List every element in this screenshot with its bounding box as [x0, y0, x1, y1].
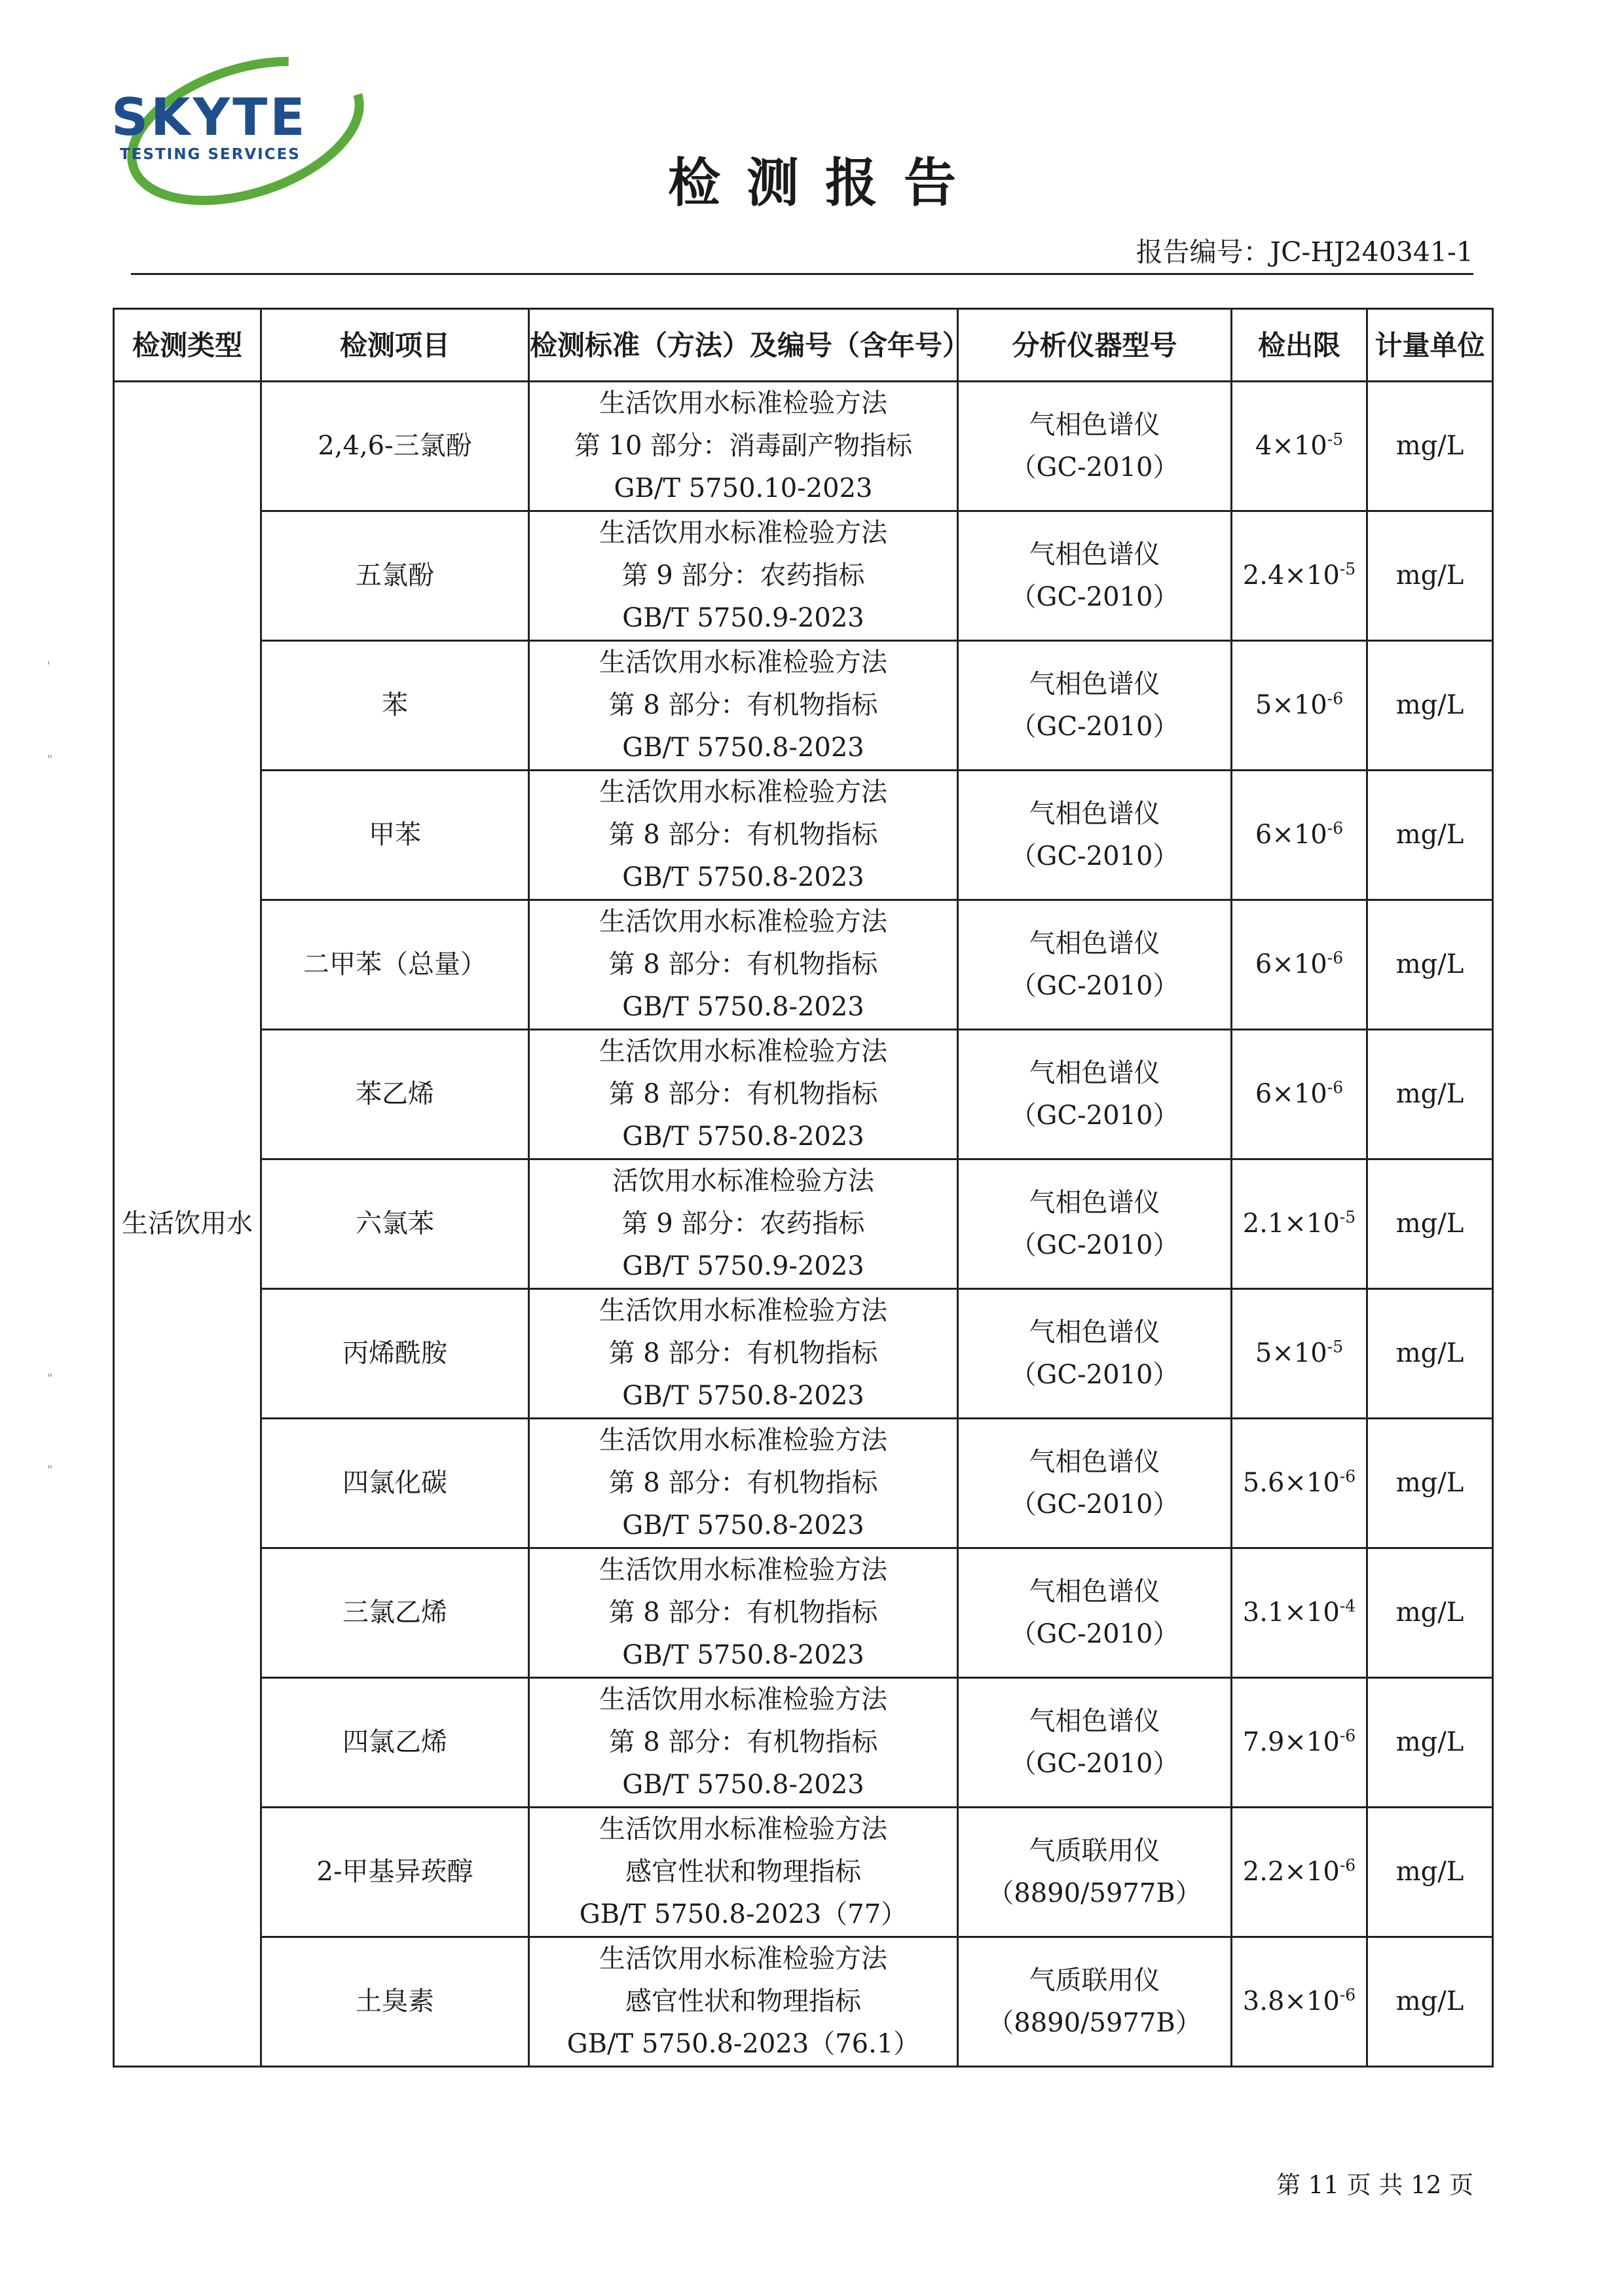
standard-title: 生活饮用水标准检验方法: [599, 777, 887, 807]
table-row: [114, 1419, 1493, 1548]
standard-title: 生活饮用水标准检验方法: [599, 1425, 887, 1455]
test-methods-table: [113, 308, 1494, 2068]
limit-exponent: -6: [1327, 818, 1344, 838]
standard-part: 第 8 部分：有机物指标: [608, 1597, 878, 1628]
detection-limit: [1232, 1289, 1367, 1419]
test-item: 2-甲基异莰醇: [261, 1808, 529, 1937]
standard-title: 生活饮用水标准检验方法: [599, 1036, 887, 1066]
logo-tagline: TESTING SERVICES: [120, 146, 301, 163]
instrument-name: 气相色谱仪: [1029, 1057, 1160, 1088]
detection-limit: [1232, 382, 1367, 511]
instrument-cell: [958, 900, 1232, 1030]
instrument-name: 气相色谱仪: [1029, 539, 1160, 570]
standard-cell: [529, 1159, 958, 1289]
table-row: [114, 641, 1493, 771]
standard-code: GB/T 5750.8-2023: [622, 1381, 864, 1411]
limit-base: 2.1×10: [1242, 1209, 1340, 1239]
standard-part: 第 8 部分：有机物指标: [608, 1468, 878, 1498]
table-row: [114, 1159, 1493, 1289]
unit-cell: mg/L: [1367, 1808, 1493, 1937]
unit-cell: mg/L: [1367, 382, 1493, 511]
scan-mark: ": [47, 753, 53, 767]
unit-cell: mg/L: [1367, 1548, 1493, 1678]
unit-cell: mg/L: [1367, 1419, 1493, 1548]
unit-cell: mg/L: [1367, 1289, 1493, 1419]
table-header-row: [114, 309, 1493, 382]
standard-code: GB/T 5750.10-2023: [614, 473, 873, 503]
limit-exponent: -5: [1327, 429, 1344, 449]
unit-cell: mg/L: [1367, 900, 1493, 1030]
standard-title: 生活饮用水标准检验方法: [599, 1555, 887, 1585]
limit-exponent: -6: [1339, 1467, 1356, 1486]
instrument-cell: [958, 1678, 1232, 1808]
detection-limit: [1232, 1419, 1367, 1548]
instrument-model: （GC-2010）: [1010, 1618, 1179, 1649]
limit-exponent: -6: [1327, 689, 1344, 708]
limit-base: 7.9×10: [1242, 1727, 1340, 1757]
instrument-cell: [958, 1030, 1232, 1159]
detection-limit: [1232, 900, 1367, 1030]
standard-code: GB/T 5750.9-2023: [622, 603, 864, 633]
standard-cell: [529, 511, 958, 641]
test-item: 四氯乙烯: [261, 1678, 529, 1808]
standard-title: 生活饮用水标准检验方法: [599, 1296, 887, 1326]
instrument-name: 气质联用仪: [1029, 1965, 1160, 1995]
unit-cell: mg/L: [1367, 771, 1493, 900]
standard-part: 第 8 部分：有机物指标: [608, 690, 878, 720]
limit-exponent: -6: [1339, 1985, 1356, 2005]
standard-cell: [529, 641, 958, 771]
test-item: 二甲苯（总量）: [261, 900, 529, 1030]
instrument-model: （GC-2010）: [1010, 1748, 1179, 1779]
limit-base: 5×10: [1255, 1338, 1327, 1368]
standard-code: GB/T 5750.8-2023: [622, 1640, 864, 1670]
detection-limit: [1232, 1548, 1367, 1678]
detection-limit: [1232, 1808, 1367, 1937]
standard-title: 生活饮用水标准检验方法: [599, 647, 887, 678]
table-row: [114, 1030, 1493, 1159]
instrument-cell: [958, 1159, 1232, 1289]
limit-base: 4×10: [1255, 431, 1327, 461]
instrument-cell: [958, 1548, 1232, 1678]
standard-code: GB/T 5750.8-2023: [622, 1510, 864, 1540]
instrument-model: （GC-2010）: [1010, 452, 1179, 483]
instrument-name: 气相色谱仪: [1029, 1317, 1160, 1347]
instrument-model: （GC-2010）: [1010, 1359, 1179, 1390]
detection-limit: [1232, 641, 1367, 771]
limit-base: 6×10: [1255, 949, 1327, 979]
limit-exponent: -6: [1327, 1078, 1344, 1097]
test-item: 土臭素: [261, 1937, 529, 2067]
header-test-type: 检测类型: [114, 309, 261, 382]
unit-cell: mg/L: [1367, 1159, 1493, 1289]
header-standard: 检测标准（方法）及编号（含年号）: [529, 309, 958, 382]
table-row: [114, 1289, 1493, 1419]
test-item: 2,4,6-三氯酚: [261, 382, 529, 511]
table-row: [114, 511, 1493, 641]
test-item: 五氯酚: [261, 511, 529, 641]
standard-cell: [529, 382, 958, 511]
limit-base: 6×10: [1255, 1079, 1327, 1109]
standard-code: GB/T 5750.8-2023（77）: [579, 1899, 908, 1929]
unit-cell: mg/L: [1367, 1030, 1493, 1159]
scan-mark: ": [47, 1463, 53, 1477]
instrument-name: 气相色谱仪: [1029, 1187, 1160, 1218]
standard-part: 第 8 部分：有机物指标: [608, 1079, 878, 1109]
instrument-cell: [958, 511, 1232, 641]
unit-cell: mg/L: [1367, 1678, 1493, 1808]
limit-exponent: -5: [1327, 1337, 1344, 1357]
standard-cell: [529, 900, 958, 1030]
standard-title: 活饮用水标准检验方法: [612, 1166, 874, 1196]
instrument-model: （GC-2010）: [1010, 970, 1179, 1001]
detection-limit: [1232, 1159, 1367, 1289]
standard-part: 第 10 部分：消毒副产物指标: [574, 431, 913, 461]
detection-limit: [1232, 511, 1367, 641]
category-cell: 生活饮用水: [114, 382, 261, 2067]
detection-limit: [1232, 1937, 1367, 2067]
standard-cell: [529, 1030, 958, 1159]
test-item: 丙烯酰胺: [261, 1289, 529, 1419]
table-row: [114, 1678, 1493, 1808]
standard-cell: [529, 1937, 958, 2067]
instrument-model: （GC-2010）: [1010, 1100, 1179, 1131]
standard-code: GB/T 5750.8-2023: [622, 733, 864, 763]
table-row: [114, 382, 1493, 511]
table-row: [114, 1808, 1493, 1937]
standard-part: 感官性状和物理指标: [625, 1986, 861, 2016]
instrument-cell: [958, 771, 1232, 900]
standard-title: 生活饮用水标准检验方法: [599, 388, 887, 418]
test-item: 四氯化碳: [261, 1419, 529, 1548]
instrument-model: （8890/5977B）: [987, 2007, 1202, 2038]
instrument-cell: [958, 641, 1232, 771]
limit-base: 5.6×10: [1242, 1468, 1340, 1498]
limit-base: 3.1×10: [1242, 1597, 1340, 1628]
test-item: 甲苯: [261, 771, 529, 900]
detection-limit: [1232, 1030, 1367, 1159]
detection-limit: [1232, 771, 1367, 900]
limit-exponent: -5: [1339, 559, 1356, 579]
instrument-name: 气相色谱仪: [1029, 928, 1160, 958]
instrument-name: 气相色谱仪: [1029, 1446, 1160, 1477]
standard-code: GB/T 5750.8-2023: [622, 992, 864, 1022]
standard-title: 生活饮用水标准检验方法: [599, 1814, 887, 1844]
standard-code: GB/T 5750.8-2023: [622, 862, 864, 892]
instrument-cell: [958, 1419, 1232, 1548]
scan-mark: ": [47, 1372, 53, 1385]
standard-title: 生活饮用水标准检验方法: [599, 907, 887, 937]
standard-part: 第 8 部分：有机物指标: [608, 1338, 878, 1368]
header-unit: 计量单位: [1367, 309, 1493, 382]
logo-wordmark: SKYTE: [111, 88, 308, 147]
unit-cell: mg/L: [1367, 1937, 1493, 2067]
instrument-model: （8890/5977B）: [987, 1878, 1202, 1908]
report-number: 报告编号：JC-HJ240341-1: [1135, 236, 1473, 268]
limit-base: 6×10: [1255, 820, 1327, 850]
standard-cell: [529, 1289, 958, 1419]
standard-title: 生活饮用水标准检验方法: [599, 518, 887, 548]
standard-code: GB/T 5750.8-2023: [622, 1121, 864, 1152]
instrument-name: 气相色谱仪: [1029, 798, 1160, 829]
standard-part: 第 8 部分：有机物指标: [608, 949, 878, 979]
unit-cell: mg/L: [1367, 511, 1493, 641]
limit-base: 3.8×10: [1242, 1986, 1340, 2016]
instrument-cell: [958, 1289, 1232, 1419]
instrument-cell: [958, 382, 1232, 511]
table-row: [114, 1548, 1493, 1678]
table-row: [114, 771, 1493, 900]
header-instrument: 分析仪器型号: [958, 309, 1232, 382]
standard-code: GB/T 5750.8-2023: [622, 1770, 864, 1800]
instrument-name: 气相色谱仪: [1029, 409, 1160, 440]
header-test-item: 检测项目: [261, 309, 529, 382]
instrument-model: （GC-2010）: [1010, 1230, 1179, 1260]
header-divider: [131, 273, 1473, 275]
standard-cell: [529, 1548, 958, 1678]
instrument-name: 气相色谱仪: [1029, 1705, 1160, 1736]
instrument-name: 气相色谱仪: [1029, 668, 1160, 699]
instrument-name: 气质联用仪: [1029, 1835, 1160, 1866]
standard-cell: [529, 771, 958, 900]
standard-title: 生活饮用水标准检验方法: [599, 1944, 887, 1974]
test-item: 苯: [261, 641, 529, 771]
table-row: [114, 1937, 1493, 2067]
instrument-cell: [958, 1937, 1232, 2067]
limit-exponent: -4: [1339, 1596, 1356, 1616]
limit-base: 2.2×10: [1242, 1857, 1340, 1887]
table-row: [114, 900, 1493, 1030]
instrument-model: （GC-2010）: [1010, 841, 1179, 871]
instrument-model: （GC-2010）: [1010, 581, 1179, 612]
scan-mark: ': [47, 659, 50, 673]
limit-exponent: -6: [1327, 948, 1344, 968]
standard-cell: [529, 1678, 958, 1808]
page-number: 第 11 页 共 12 页: [1276, 2171, 1473, 2199]
standard-part: 第 8 部分：有机物指标: [608, 820, 878, 850]
standard-cell: [529, 1419, 958, 1548]
page-title: 检测报告: [668, 152, 982, 213]
header-detection-limit: 检出限: [1232, 309, 1367, 382]
standard-cell: [529, 1808, 958, 1937]
instrument-name: 气相色谱仪: [1029, 1576, 1160, 1607]
limit-exponent: -6: [1339, 1726, 1356, 1745]
limit-base: 5×10: [1255, 690, 1327, 720]
unit-cell: mg/L: [1367, 641, 1493, 771]
standard-part: 第 8 部分：有机物指标: [608, 1727, 878, 1757]
standard-part: 第 9 部分：农药指标: [621, 1209, 865, 1239]
standard-title: 生活饮用水标准检验方法: [599, 1685, 887, 1715]
instrument-cell: [958, 1808, 1232, 1937]
standard-part: 第 9 部分：农药指标: [621, 560, 865, 591]
limit-base: 2.4×10: [1242, 560, 1340, 591]
instrument-model: （GC-2010）: [1010, 711, 1179, 742]
limit-exponent: -5: [1339, 1207, 1356, 1227]
test-item: 六氯苯: [261, 1159, 529, 1289]
test-item: 苯乙烯: [261, 1030, 529, 1159]
instrument-model: （GC-2010）: [1010, 1489, 1179, 1520]
limit-exponent: -6: [1339, 1855, 1356, 1875]
test-item: 三氯乙烯: [261, 1548, 529, 1678]
standard-code: GB/T 5750.8-2023（76.1）: [566, 2029, 920, 2059]
standard-part: 感官性状和物理指标: [625, 1857, 861, 1887]
standard-code: GB/T 5750.9-2023: [622, 1251, 864, 1281]
detection-limit: [1232, 1678, 1367, 1808]
